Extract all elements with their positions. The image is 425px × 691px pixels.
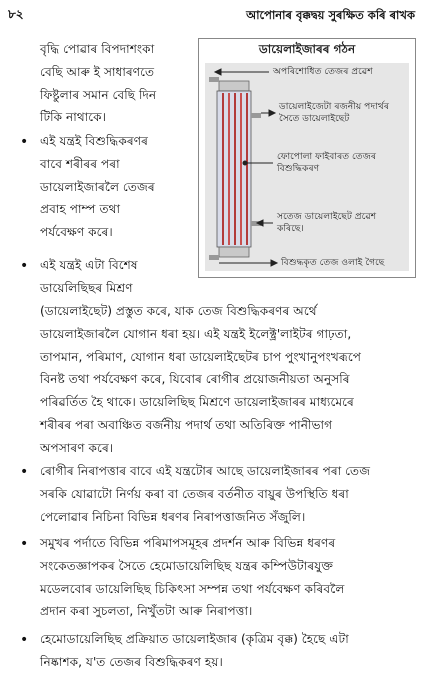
- page-number: ৮২: [8, 7, 24, 21]
- text-line: (ডায়েলাইছেট) প্ৰস্তুত কৰে, যাক তেজ বিশুদ্ধিকৰণৰ অৰ্থে: [40, 304, 317, 318]
- text-line: ৰোগীৰ নিৰাপত্তাৰ বাবে এই যন্ত্ৰটোৰ আছে ডায়েলাইজাৰৰ পৰা তেজ: [40, 464, 371, 478]
- bullet-marker: •: [20, 258, 29, 274]
- blood-inlet-port: [209, 77, 219, 82]
- arrow-head: [271, 260, 277, 266]
- label-hollow-fiber-line1: ফোপোলা ফাইবাৰত তেজৰ: [277, 151, 377, 162]
- bullet-2-column-text: [40, 254, 195, 300]
- text-line: শৰীৰৰ পৰা অবাঞ্চিত বৰ্জনীয় পদাৰ্থ তথা অতিৰিক্ত পানীভাগ: [40, 417, 333, 432]
- label-fresh-dialysate-line2: কৰিছে।: [277, 223, 304, 234]
- bullet-marker: •: [20, 134, 29, 150]
- bullet-2-full-text: [40, 300, 415, 460]
- text-line: এই যন্ত্ৰই এটা বিশেষ: [40, 258, 138, 272]
- bullet-marker: •: [20, 536, 29, 552]
- label-waste-dialysate-line1: ডায়েলাইজেটা ৰজনীয় পদাৰ্থৰ: [279, 101, 390, 112]
- page-header: [8, 6, 415, 26]
- text-line: বিনষ্ট তথা পৰ্যবেক্ষণ কৰে, যিবোৰ ৰোগীৰ প্ৰয়োজনীয়তা অনুসৰি: [40, 372, 350, 387]
- label-unpurified-blood-in: অপৰিশোধিত তেজৰ প্ৰৱেশ: [273, 66, 373, 77]
- bullet-3-text: [40, 460, 415, 528]
- text-line: ডায়েলাইজাৰলৈ যোগান ধৰা হয়। এই যন্ত্ৰই ইলেক্ট্ৰ'লাইটৰ গাঢ়তা,: [40, 326, 352, 341]
- bullet-marker: •: [20, 464, 29, 480]
- figure-title: ডায়েলাইজাৰৰ গঠন: [258, 42, 356, 56]
- text-line: ফিষ্টুলাৰ সমান বেছি দিন: [40, 87, 157, 102]
- text-line: মডেলবোৰ ডায়েলিছিছ চিকিৎসা সম্পন্ন তথা পৰ্যবেক্ষণ কৰিবলৈ: [40, 581, 345, 596]
- text-line: সমুখৰ পৰ্দাতে বিভিন্ন পৰিমাপসমূহৰ প্ৰদৰ্শন আৰু বিভিন্ন ধৰণৰ: [40, 536, 336, 550]
- text-line: নিষ্কাশক, য'ত তেজৰ বিশুদ্ধিকৰণ হয়।: [40, 654, 223, 669]
- text-line: বেছি আৰু ই সাধাৰণতে: [40, 64, 155, 79]
- text-line: ডায়েলিছিছৰ মিশ্ৰণ: [40, 280, 133, 295]
- arrow-head: [215, 69, 221, 75]
- label-hollow-fiber-line2: বিশুদ্ধিকৰণ: [277, 163, 320, 174]
- bullet-5-text: [40, 628, 415, 674]
- bullet-marker: •: [20, 632, 29, 648]
- leader-dot: [243, 161, 247, 165]
- text-line: পৰ্যবেক্ষণ কৰে।: [40, 225, 113, 240]
- text-line: সৰকি যোৱাটো নিৰ্ণয় কৰা বা তেজৰ বৰ্তনীত বায়ুৰ উপস্থিতি ধৰা: [40, 486, 349, 501]
- text-line: পৰিৱৰ্তিত হৈ থাকে। ডায়েলিছিছ মিশ্ৰণে ডায়েলাইজাৰৰ মাধ্যমেৰে: [40, 395, 354, 410]
- text-line: বাবে শৰীৰৰ পৰা: [40, 156, 120, 171]
- intro-paragraph: [40, 38, 180, 129]
- text-line: টিকি নাথাকে।: [40, 110, 107, 125]
- running-title: আপোনাৰ বৃক্কদ্বয় সুৰক্ষিত কৰি ৰাখক: [246, 7, 415, 22]
- bullet-4-text: [40, 532, 415, 623]
- dialyzer-figure: [198, 38, 416, 278]
- text-line: সংকেতজ্ঞাপকৰ সৈতে হেমোডায়েলিছিছ যন্ত্ৰৰ কম্পিউটাৰযুক্ত: [40, 558, 334, 573]
- text-line: এই যন্ত্ৰই বিশুদ্ধিকৰণৰ: [40, 134, 148, 148]
- text-line: প্ৰবাহ পাম্প তথা: [40, 202, 121, 217]
- blood-outlet-port: [209, 255, 219, 260]
- label-fresh-dialysate-line1: সতেজ ডায়েলাইছেট প্ৰৱেশ: [277, 211, 377, 222]
- text-line: হেমোডায়েলিছিছ প্ৰক্ৰিয়াত ডায়েলাইজাৰ (কৃত্ৰিম বৃক্ক) হৈছে এটা: [40, 632, 349, 646]
- figure-panel: [205, 63, 409, 271]
- label-waste-dialysate-line2: সৈতে ডায়েলাইছেট: [279, 113, 350, 124]
- arrow-head: [269, 110, 275, 116]
- text-line: ডায়েলাইজাৰলৈ তেজৰ: [40, 179, 155, 194]
- text-line: বৃদ্ধি পোৱাৰ বিপদাশংকা: [40, 42, 155, 56]
- dialysate-outlet-port: [251, 113, 261, 118]
- text-line: প্ৰদান কৰা সুচলতা, নিখুঁতটা আৰু নিৰাপত্তা।: [40, 604, 253, 619]
- text-line: তাপমান, পৰিমাণ, যোগান ধৰা ডায়েলাইছেটৰ চাপ পুংখানুপংখৰূপে: [40, 349, 362, 364]
- label-purified-blood-out: বিশুদ্ধকৃত তেজ ওলাই গৈছে: [281, 257, 385, 268]
- text-line: পেলোৱাৰ নিচিনা বিভিন্ন ধৰণৰ নিৰাপত্তাজনিত সঁজুলি।: [40, 509, 306, 524]
- dialyzer-top-cap: [219, 81, 249, 91]
- bullet-1-text: [40, 130, 195, 244]
- dialyzer-bottom-cap: [219, 247, 249, 257]
- text-line: অপসাৰণ কৰে।: [40, 440, 114, 455]
